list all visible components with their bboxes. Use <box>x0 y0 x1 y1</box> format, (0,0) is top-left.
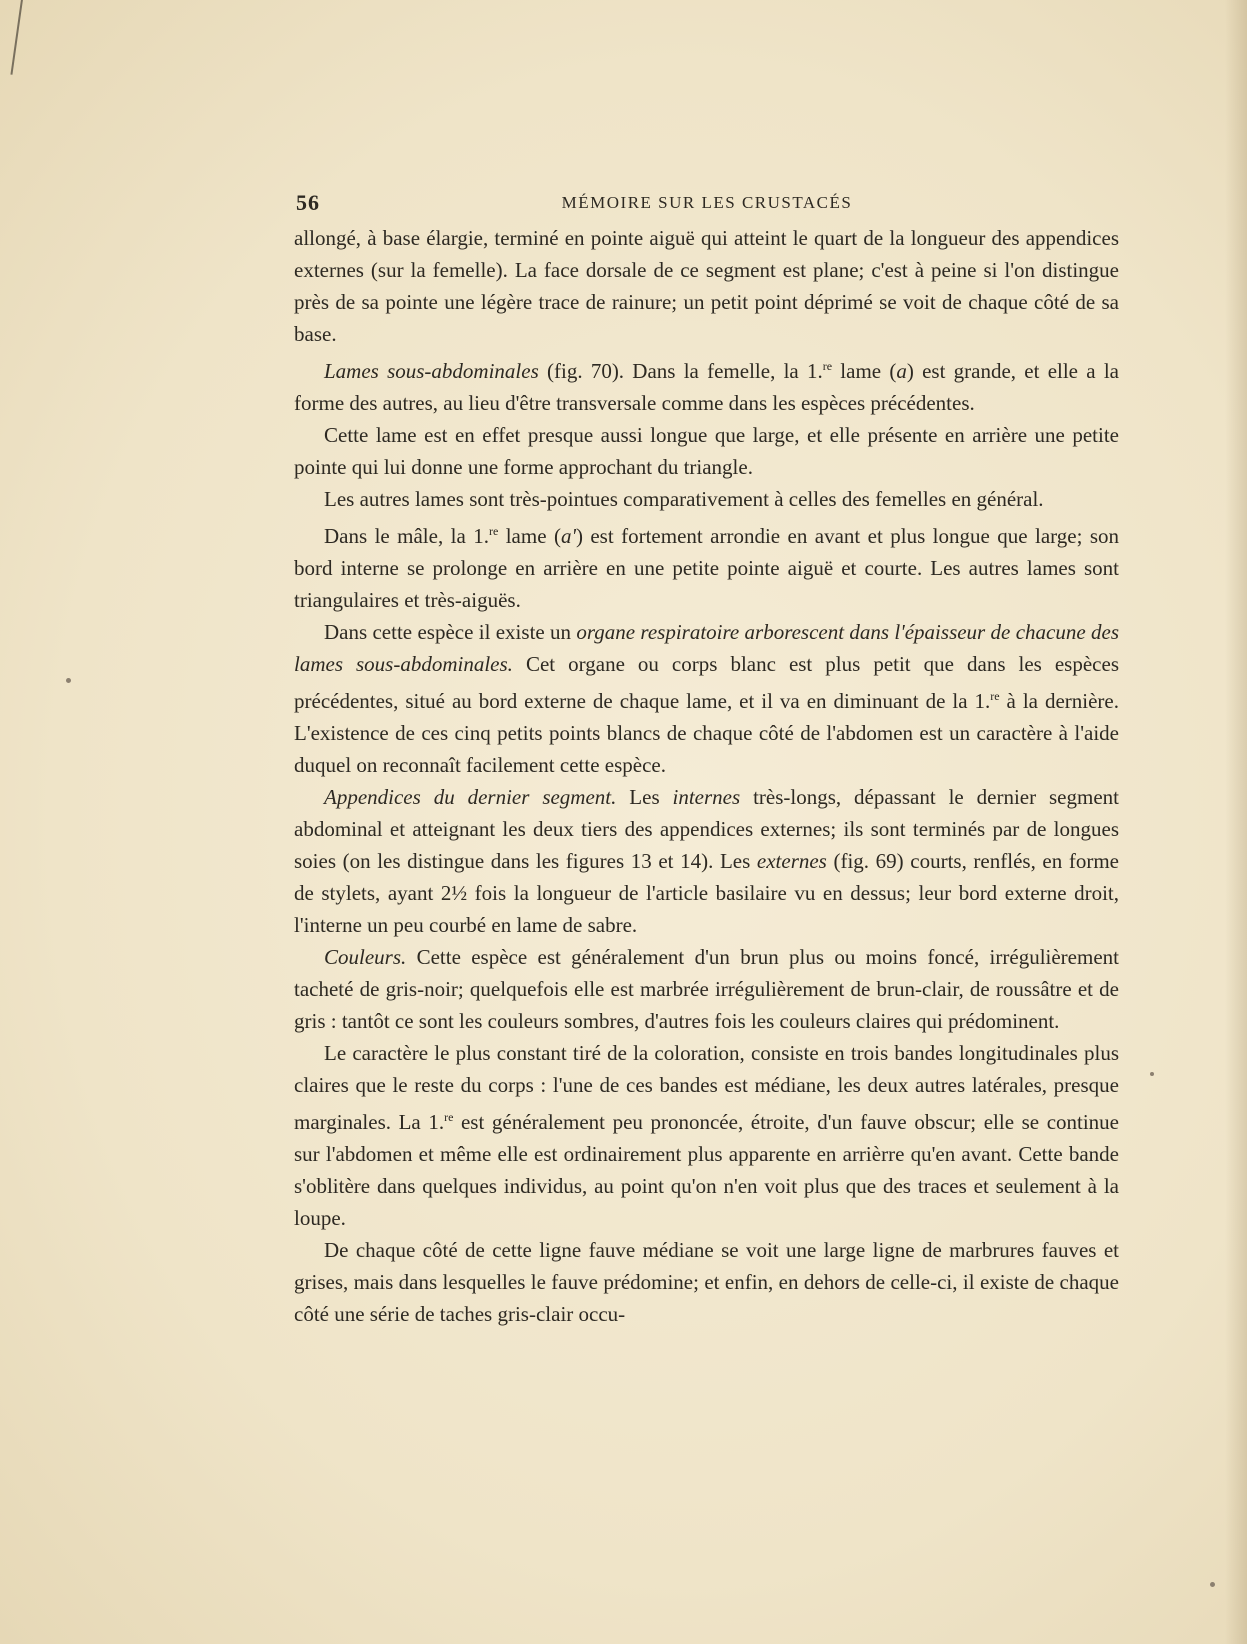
text-run: Les <box>616 785 673 809</box>
text-run: ) est grande, et elle a la forme des autres, au lieu d'être transversale comme dans les espèces précédentes. <box>294 359 1119 415</box>
italic-text: a' <box>560 524 576 548</box>
text-run: Cette espèce est généralement d'un brun plus ou moins foncé, irrégulièrement tacheté de gris-noir; quelquefois elle est marbrée irrégulièrement de brun-clair, de roussâtre et de gris : tantôt ce sont les couleurs sombres, d'autres fois les couleurs claires qui prédominent. <box>294 945 1119 1033</box>
text-run: Cette lame est en effet presque aussi longue que large, et elle présente en arrière une petite pointe qui lui donne une forme approchant du triangle. <box>294 423 1119 479</box>
paragraph <box>294 515 1119 616</box>
paper-speck <box>66 678 71 683</box>
superscript: re <box>822 359 833 373</box>
paragraph <box>294 1037 1119 1234</box>
page-number: 56 <box>296 190 320 215</box>
text-run: Le caractère le plus constant tiré de la coloration, consiste en trois bandes longitudinales plus claires que le reste du corps : l'une de ces bandes est médiane, les deux autres latérales, presque marginales. La 1. <box>294 1041 1119 1134</box>
superscript: re <box>444 1110 454 1124</box>
italic-text: externes <box>756 849 827 873</box>
text-run: allongé, à base élargie, terminé en pointe aiguë qui atteint le quart de la longueur des appendices externes (sur la femelle). La face dorsale de ce segment est plane; c'est à peine si l'on distingue près de sa pointe une légère trace de rainure; un petit point déprimé se voit de chaque côté de sa base. <box>294 226 1119 346</box>
page-edge-shadow <box>1225 0 1247 1644</box>
text-run: Dans le mâle, la 1. <box>324 524 489 548</box>
paragraph <box>294 781 1119 941</box>
text-run: très-longs, dépassant le dernier segment abdominal et atteignant les deux tiers des appendices externes; ils sont terminés par de longues soies (on les distingue dans les figures 13 et 14). Les <box>294 785 1119 873</box>
text-run: est généralement peu prononcée, étroite, d'un fauve obscur; elle se continue sur l'abdomen et même elle est ordinairement plus apparente en arrièrre qu'en avant. Cette bande s'oblitère dans quelques individus, au point qu'on n'en voit plus que des traces et seulement à la loupe. <box>294 1110 1120 1230</box>
paragraph <box>294 616 1119 781</box>
paragraph <box>294 419 1119 483</box>
italic-text: Couleurs. <box>324 945 407 969</box>
superscript: re <box>488 524 499 538</box>
italic-text: internes <box>672 785 741 809</box>
text-run: lame ( <box>832 359 897 383</box>
text-run: ) est fortement arrondie en avant et plus longue que large; son bord interne se prolonge en arrière en une petite pointe aiguë et courte. Les autres lames sont triangulaires et très-aiguës. <box>294 524 1120 612</box>
italic-text: a <box>896 359 907 383</box>
italic-text: organe respiratoire arborescent dans l'épaisseur de chacune des lames sous-abdominales. <box>294 620 1119 676</box>
paragraph <box>294 222 1119 350</box>
page-crease-mark <box>0 0 40 80</box>
paragraph <box>294 483 1119 515</box>
paragraph <box>294 941 1119 1037</box>
body-text <box>294 222 1119 1330</box>
text-run: De chaque côté de cette ligne fauve médiane se voit une large ligne de marbrures fauves et grises, mais dans lesquelles le fauve prédomine; et enfin, en dehors de celle-ci, il existe de chaque côté une série de taches gris-clair occu- <box>294 1238 1119 1326</box>
running-title: MÉMOIRE SUR LES CRUSTACÉS <box>561 193 853 212</box>
paragraph <box>294 1234 1119 1330</box>
text-run: Les autres lames sont très-pointues comparativement à celles des femelles en général. <box>324 487 1044 511</box>
paper-speck <box>1150 1072 1154 1076</box>
paper-speck <box>1210 1582 1215 1587</box>
text-run: Dans cette espèce il existe un <box>324 620 577 644</box>
text-run: Cet organe ou corps blanc est plus petit que dans les espèces précédentes, situé au bord externe de chaque lame, et il va en diminuant de la 1. <box>294 652 1119 713</box>
superscript: re <box>990 689 1000 703</box>
page-header <box>296 190 1118 220</box>
italic-text: Appendices du dernier segment. <box>324 785 617 809</box>
italic-text: Lames sous-abdominales <box>324 359 539 383</box>
text-run: à la dernière. L'existence de ces cinq petits points blancs de chaque côté de l'abdomen est un caractère à l'aide duquel on reconnaît facilement cette espèce. <box>294 689 1119 777</box>
text-run: (fig. 70). Dans la femelle, la 1. <box>538 359 823 383</box>
paragraph <box>294 350 1119 419</box>
text-run: lame ( <box>498 524 561 548</box>
text-run: (fig. 69) courts, renflés, en forme de stylets, ayant 2½ fois la longueur de l'article basilaire vu en dessus; leur bord externe droit, l'interne un peu courbé en lame de sabre. <box>294 849 1120 937</box>
